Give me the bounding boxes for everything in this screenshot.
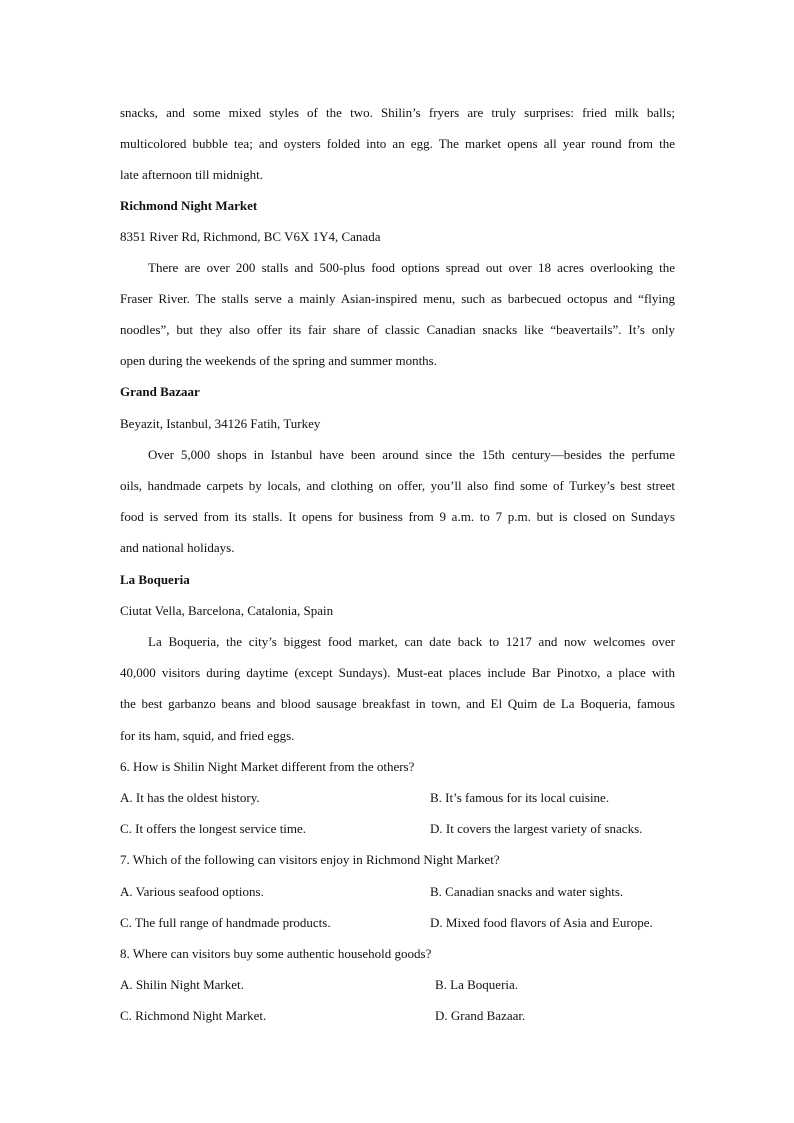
option-6d: D. It covers the largest variety of snacks. — [430, 821, 643, 836]
question-stem-7: 7. Which of the following can visitors enjoy in Richmond Night Market? — [120, 852, 500, 867]
paragraph-line: food is served from its stalls. It opens for business from 9 a.m. to 7 p.m. but is closed on Sundays — [120, 509, 675, 524]
paragraph-line: There are over 200 stalls and 500-plus food options spread out over 18 acres overlooking the — [148, 260, 675, 275]
address-boqueria: Ciutat Vella, Barcelona, Catalonia, Spain — [120, 603, 334, 618]
option-6b: B. It’s famous for its local cuisine. — [430, 790, 610, 805]
option-7b: B. Canadian snacks and water sights. — [430, 884, 624, 899]
option-6a: A. It has the oldest history. — [120, 790, 260, 805]
option-7a: A. Various seafood options. — [120, 884, 264, 899]
paragraph-line: La Boqueria, the city’s biggest food market, can date back to 1217 and now welcomes over — [148, 634, 675, 649]
paragraph-line: the best garbanzo beans and blood sausage breakfast in town, and El Quim de La Boqueria, famous — [120, 696, 675, 711]
option-8b: B. La Boqueria. — [435, 977, 519, 992]
section-title-richmond: Richmond Night Market — [120, 198, 258, 213]
paragraph-line: noodles”, but they also offer its fair share of classic Canadian snacks like “beavertails”. It’s only — [120, 322, 675, 337]
option-8a: A. Shilin Night Market. — [120, 977, 244, 992]
address-bazaar: Beyazit, Istanbul, 34126 Fatih, Turkey — [120, 416, 321, 431]
paragraph-line: oils, handmade carpets by locals, and clothing on offer, you’ll also find some of Turkey’s best street — [120, 478, 675, 493]
question-stem-6: 6. How is Shilin Night Market different from the others? — [120, 759, 415, 774]
section-title-bazaar: Grand Bazaar — [120, 384, 200, 399]
paragraph-line: snacks, and some mixed styles of the two. Shilin’s fryers are truly surprises: fried milk balls; — [120, 105, 675, 120]
paragraph-line: Over 5,000 shops in Istanbul have been around since the 15th century—besides the perfume — [148, 447, 675, 462]
option-8c: C. Richmond Night Market. — [120, 1008, 267, 1023]
paragraph-line: 40,000 visitors during daytime (except Sundays). Must-eat places include Bar Pinotxo, a place with — [120, 665, 675, 680]
paragraph-line: late afternoon till midnight. — [120, 167, 263, 182]
option-6c: C. It offers the longest service time. — [120, 821, 307, 836]
option-7d: D. Mixed food flavors of Asia and Europe. — [430, 915, 653, 930]
paragraph-line: for its ham, squid, and fried eggs. — [120, 728, 295, 743]
paragraph-line: Fraser River. The stalls serve a mainly Asian-inspired menu, such as barbecued octopus and “flying — [120, 291, 675, 306]
paragraph-line: multicolored bubble tea; and oysters folded into an egg. The market opens all year round from the — [120, 136, 675, 151]
address-richmond: 8351 River Rd, Richmond, BC V6X 1Y4, Canada — [120, 229, 381, 244]
option-8d: D. Grand Bazaar. — [435, 1008, 526, 1023]
option-7c: C. The full range of handmade products. — [120, 915, 331, 930]
question-stem-8: 8. Where can visitors buy some authentic household goods? — [120, 946, 432, 961]
section-title-boqueria: La Boqueria — [120, 572, 190, 587]
paragraph-line: and national holidays. — [120, 540, 235, 555]
paragraph-line: open during the weekends of the spring and summer months. — [120, 353, 437, 368]
